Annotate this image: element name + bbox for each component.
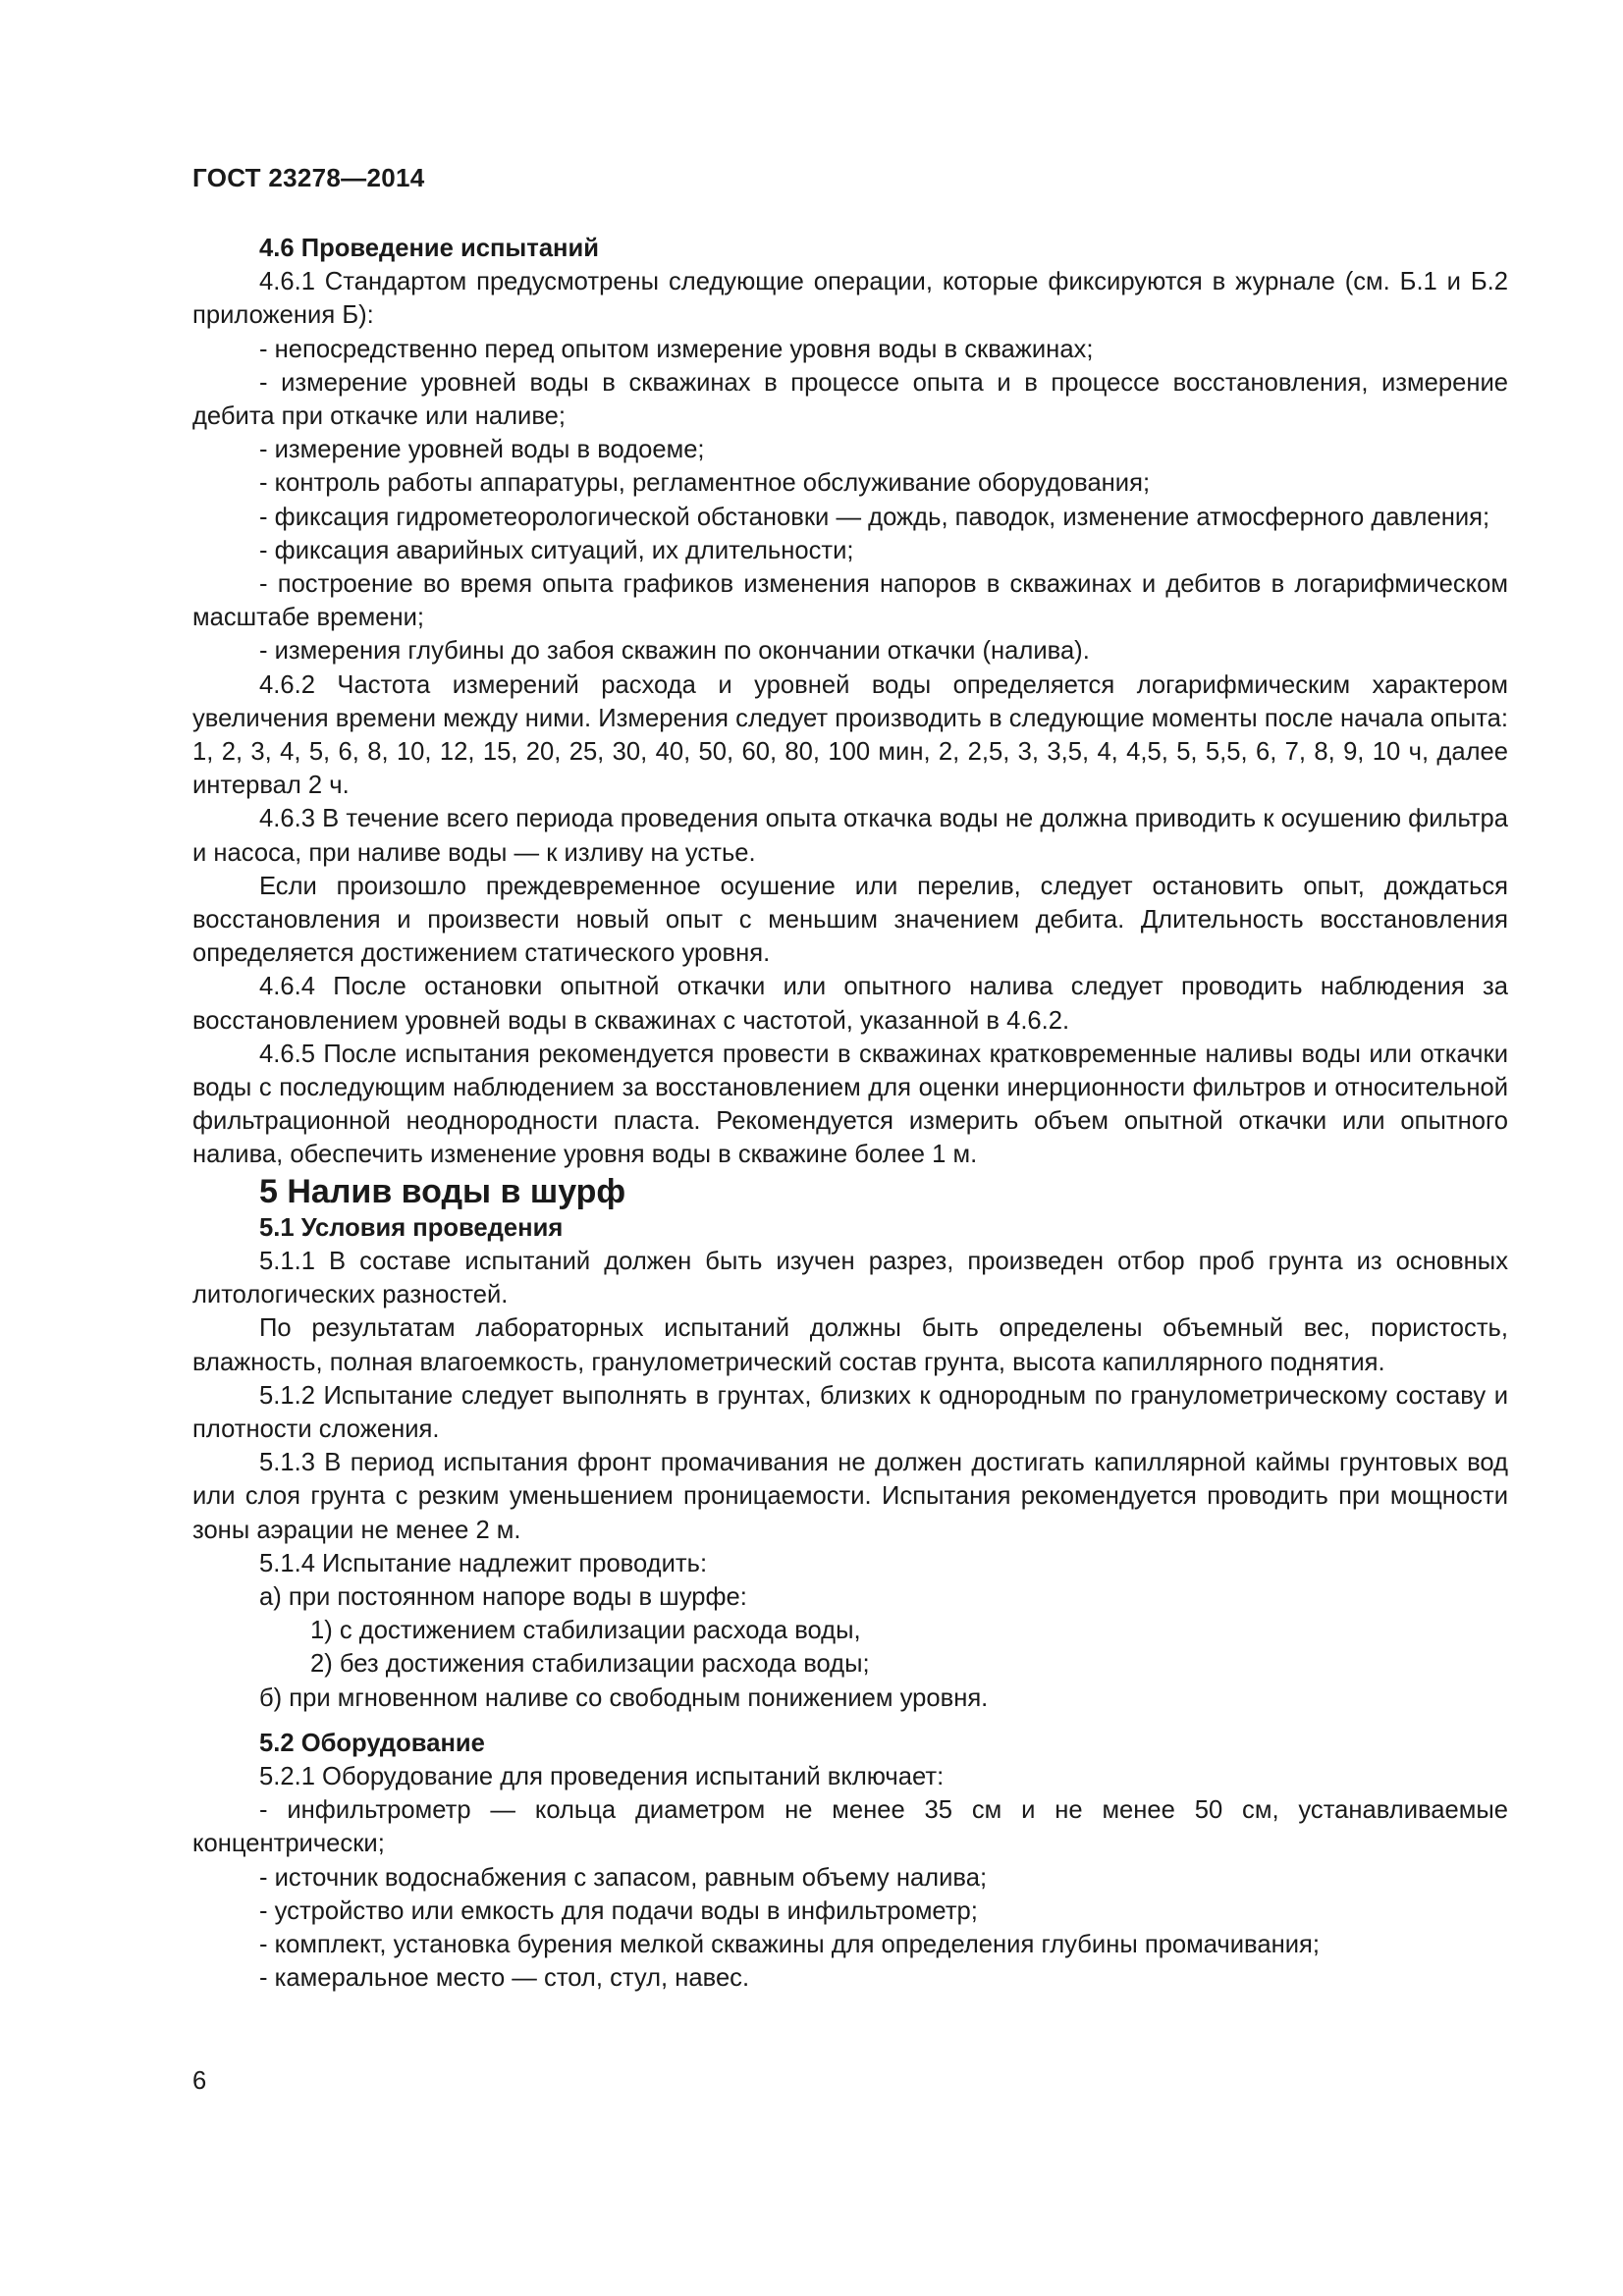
list-item: - фиксация аварийных ситуаций, их длительности;: [259, 536, 854, 564]
list-item: - непосредственно перед опытом измерение уровня воды в скважинах;: [259, 335, 1094, 363]
clause-5-1-3: 5.1.3 В период испытания фронт промачивания не должен достигать капиллярной каймы грунтовых вод или слоя грунта с резким уменьшением проницаемости. Испытания рекомендуется проводить при мощности зоны аэрации не менее 2 м.: [192, 1449, 1508, 1544]
clause-4-6-3-continued: Если произошло преждевременное осушение или перелив, следует остановить опыт, дождаться восстановления и произвести новый опыт с меньшим значением дебита. Длительность восстановления определяется достижением статического уровня.: [192, 872, 1508, 968]
clause-5-2-1: 5.2.1 Оборудование для проведения испытаний включает:: [259, 1762, 945, 1790]
list-item: - построение во время опыта графиков изменения напоров в скважинах и дебитов в логарифмическом масштабе времени;: [192, 570, 1508, 632]
subsection-heading-5-1: 5.1 Условия проведения: [259, 1213, 564, 1242]
list-item: - контроль работы аппаратуры, регламентное обслуживание оборудования;: [259, 469, 1151, 498]
list-item: - устройство или емкость для подачи воды в инфильтрометр;: [259, 1896, 978, 1925]
document-body: [192, 232, 1508, 1995]
page-header-doc-id: ГОСТ 23278—2014: [192, 163, 425, 192]
clause-5-1-4: 5.1.4 Испытание надлежит проводить:: [259, 1549, 708, 1577]
clause-5-1-1-continued: По результатам лабораторных испытаний должны быть определены объемный вес, пористость, влажность, полная влагоемкость, гранулометрический состав грунта, высота капиллярного поднятия.: [192, 1314, 1508, 1376]
list-item-a-1: 1) с достижением стабилизации расхода воды,: [310, 1617, 861, 1645]
list-item: - измерение уровней воды в водоеме;: [259, 436, 705, 464]
list-item: - камеральное место — стол, стул, навес.: [259, 1964, 750, 1993]
clause-5-1-1: 5.1.1 В составе испытаний должен быть изучен разрез, произведен отбор проб грунта из основных литологических разностей.: [192, 1247, 1508, 1309]
subsection-heading-5-2: 5.2 Оборудование: [259, 1729, 485, 1757]
clause-4-6-1: 4.6.1 Стандартом предусмотрены следующие операции, которые фиксируются в журнале (см. Б.1 и Б.2 приложения Б):: [192, 268, 1508, 330]
list-item: - измерения глубины до забоя скважин по окончании откачки (налива).: [259, 637, 1090, 666]
clause-4-6-4: 4.6.4 После остановки опытной откачки или опытного налива следует проводить наблюдения за восстановлением уровней воды в скважинах с частотой, указанной в 4.6.2.: [192, 973, 1508, 1035]
clause-5-1-2: 5.1.2 Испытание следует выполнять в грунтах, близких к однородным по гранулометрическому составу и плотности сложения.: [192, 1381, 1508, 1443]
clause-4-6-2: 4.6.2 Частота измерений расхода и уровней воды определяется логарифмическим характером увеличения времени между ними. Измерения следует производить в следующие моменты после начала опыта: 1, 2, 3, 4, 5, 6, 8, 10, 12, 15, 20, 25, 30, 40, 50, 60, 80, 100 мин, 2, 2,5, 3, 3,5, 4, 4,5, 5, 5,5, 6, 7, 8, 9, 10 ч, далее интервал 2 ч.: [192, 670, 1508, 800]
list-item-b: б) при мгновенном наливе со свободным понижением уровня.: [259, 1683, 989, 1712]
section-heading-5: 5 Налив воды в шурф: [259, 1172, 626, 1210]
clause-4-6-5: 4.6.5 После испытания рекомендуется провести в скважинах кратковременные наливы воды или откачки воды с последующим наблюдением за восстановлением для оценки инерционности фильтров и относительной фильтрационной неоднородности пласта. Рекомендуется измерить объем опытной откачки или опытного налива, обеспечить изменение уровня воды в скважине более 1 м.: [192, 1040, 1508, 1169]
list-item: - инфильтрометр — кольца диаметром не менее 35 см и не менее 50 см, устанавливаемые концентрически;: [192, 1796, 1508, 1858]
list-item: - измерение уровней воды в скважинах в процессе опыта и в процессе восстановления, измерение дебита при откачке или наливе;: [192, 368, 1508, 431]
page-number: 6: [192, 2067, 207, 2095]
list-item: - комплект, установка бурения мелкой скважины для определения глубины промачивания;: [259, 1930, 1320, 1958]
list-item-a: а) при постоянном напоре воды в шурфе:: [259, 1582, 747, 1611]
list-item-a-2: 2) без достижения стабилизации расхода воды;: [310, 1650, 870, 1679]
subsection-heading-4-6: 4.6 Проведение испытаний: [259, 235, 599, 262]
clause-4-6-3: 4.6.3 В течение всего периода проведения опыта откачка воды не должна приводить к осушению фильтра и насоса, при наливе воды — к изливу на устье.: [192, 805, 1508, 867]
list-item: - фиксация гидрометеорологической обстановки — дождь, паводок, изменение атмосферного давления;: [259, 503, 1490, 531]
list-item: - источник водоснабжения с запасом, равным объему налива;: [259, 1863, 988, 1892]
